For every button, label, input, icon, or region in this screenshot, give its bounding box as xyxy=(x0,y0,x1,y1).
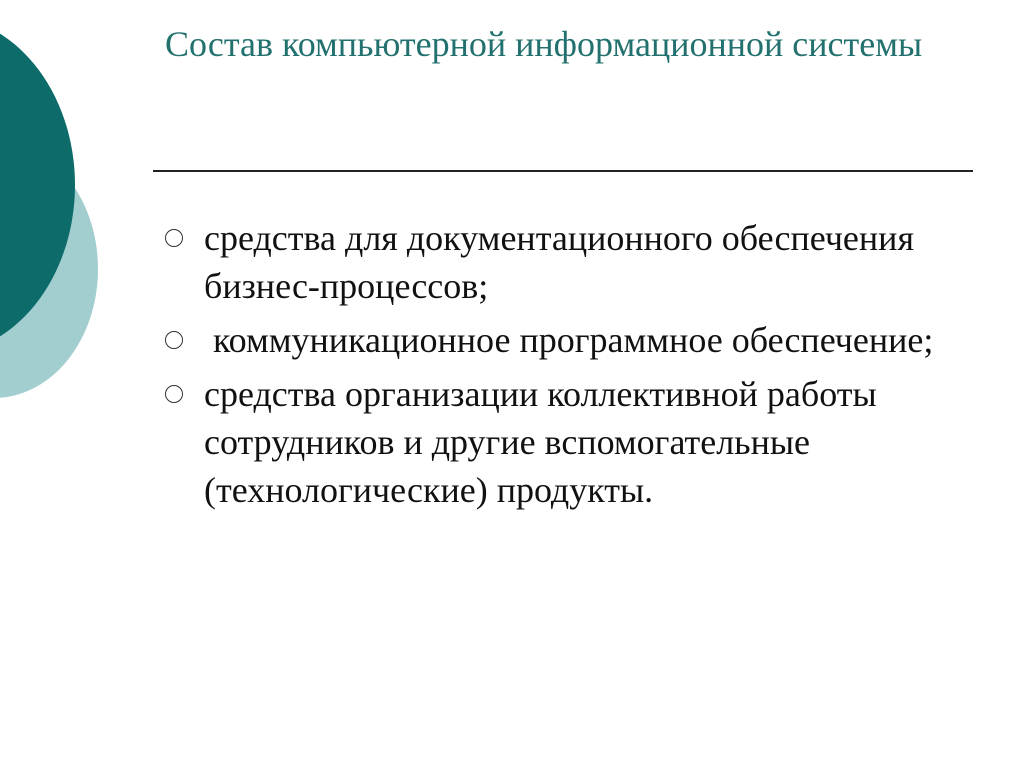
list-item xyxy=(165,370,985,514)
bullet-list xyxy=(165,214,985,520)
list-item-text: средства организации коллективной работы сотрудников и другие вспомогательные (технологические) продукты. xyxy=(204,374,886,510)
circle-bullet-icon xyxy=(165,331,183,349)
list-item xyxy=(165,214,985,310)
title-divider xyxy=(153,170,973,172)
circle-bullet-icon xyxy=(165,385,183,403)
circle-bullet-icon xyxy=(165,229,183,247)
slide-title: Состав компьютерной информационной системы xyxy=(165,24,923,64)
list-item-text: коммуникационное программное обеспечение; xyxy=(204,320,934,360)
list-item-text: средства для документационного обеспечения бизнес-процессов; xyxy=(204,218,923,306)
list-item xyxy=(165,316,985,364)
